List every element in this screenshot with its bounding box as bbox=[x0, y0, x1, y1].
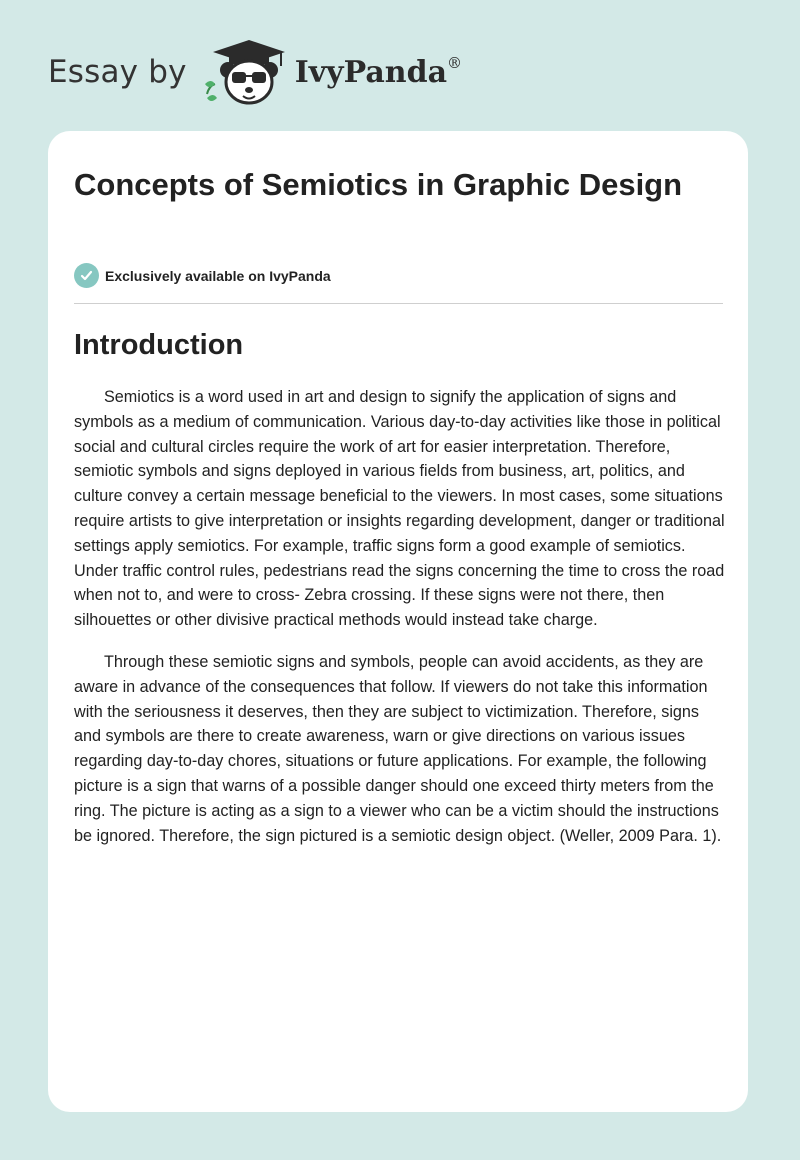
paragraph-1: Semiotics is a word used in art and design to signify the application of signs and symbols as a medium of communication. Various day-to-day activities like those in political social and cultural circles require the work of art for easier interpretation. Therefore, semiotic symbols and signs deployed in various fields from business, art, politics, and culture convey a certain message beneficial to the viewers. In most cases, some situations require artists to give interpretation or insights regarding development, danger or traditional settings apply semiotics. For example, traffic signs form a good example of semiotics. Under traffic control rules, pedestrians read the signs concerning the time to cross the road when not to, and were to cross- Zebra crossing. If these signs were not there, then silhouettes or other divisive practical methods would instead take charge. bbox=[74, 388, 725, 630]
registered-mark: ® bbox=[447, 54, 463, 72]
essay-by-label: Essay by bbox=[48, 53, 187, 90]
brand-name[interactable] bbox=[295, 54, 462, 90]
paragraph-2: Through these semiotic signs and symbols, people can avoid accidents, as they are aware in advance of the consequences that follow. If viewers do not take this information with the seriousness it deserves, then they are subject to victimization. Therefore, signs and symbols are there to create awareness, warn or give directions on various issues regarding day-to-day chores, situations or future applications. For example, the following picture is a sign that warns of a possible danger should one exceed thirty meters from the ring. The picture is acting as a sign to a viewer who can be a victim should the instructions be ignored. Therefore, the sign pictured is a semiotic design object. (Weller, 2009 Para. 1). bbox=[74, 652, 722, 845]
exclusive-badge bbox=[74, 263, 331, 288]
site-header bbox=[48, 36, 748, 108]
panda-logo-icon[interactable] bbox=[201, 36, 291, 108]
divider bbox=[74, 303, 723, 304]
essay-title: Concepts of Semiotics in Graphic Design bbox=[74, 167, 683, 202]
section-heading-introduction: Introduction bbox=[74, 329, 244, 361]
exclusive-badge-text: Exclusively available on IvyPanda bbox=[105, 267, 331, 284]
essay-card bbox=[48, 131, 748, 1112]
checkmark-icon bbox=[74, 263, 99, 288]
essay-body bbox=[74, 385, 728, 865]
brand-text: IvyPanda bbox=[294, 55, 448, 90]
